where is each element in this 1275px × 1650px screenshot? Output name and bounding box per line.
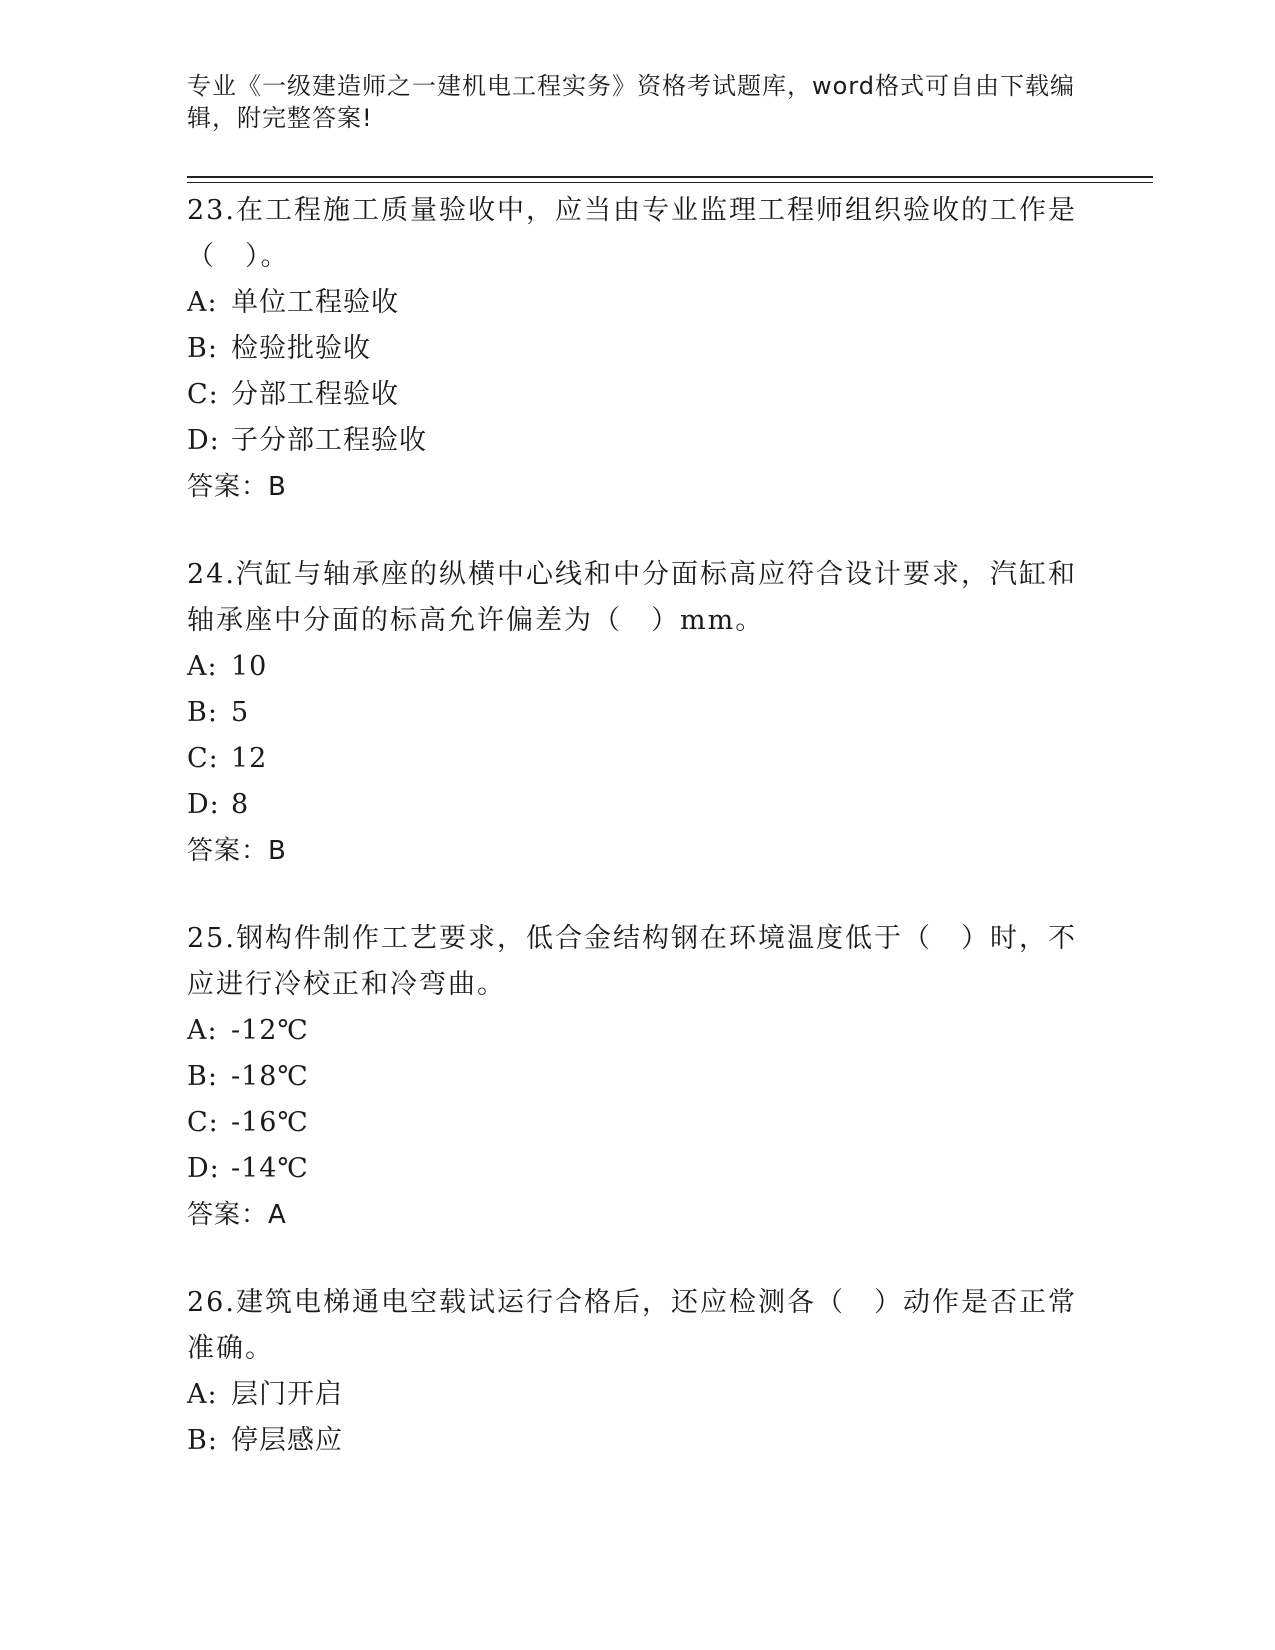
option-letter: B:	[187, 1425, 218, 1456]
option-a	[187, 280, 1077, 326]
question-list	[187, 188, 1077, 1506]
option-d	[187, 1146, 1077, 1192]
option-a	[187, 1372, 1077, 1418]
question-23	[187, 188, 1077, 510]
question-24	[187, 552, 1077, 874]
document-header	[187, 70, 1077, 134]
option-letter: B:	[187, 333, 218, 364]
option-letter: A:	[187, 287, 218, 318]
option-letter: C:	[187, 379, 219, 410]
option-text: 层门开启	[231, 1379, 343, 1410]
option-text: 单位工程验收	[231, 287, 399, 318]
option-c	[187, 736, 1077, 782]
question-text: 26.建筑电梯通电空载试运行合格后，还应检测各（ ）动作是否正常准确。	[187, 1287, 1077, 1364]
option-text: 检验批验收	[231, 333, 371, 364]
option-d	[187, 418, 1077, 464]
option-letter: A:	[187, 651, 218, 682]
question-text: 25.钢构件制作工艺要求，低合金结构钢在环境温度低于（ ）时，不应进行冷校正和冷弯曲。	[187, 923, 1077, 1000]
option-text: 8	[231, 789, 250, 820]
option-letter: C:	[187, 1107, 219, 1138]
question-text: 23.在工程施工质量验收中，应当由专业监理工程师组织验收的工作是（ ）。	[187, 195, 1077, 272]
option-b	[187, 1418, 1077, 1464]
header-line-2: 辑，附完整答案!	[187, 104, 373, 132]
option-letter: C:	[187, 743, 219, 774]
option-letter: A:	[187, 1015, 218, 1046]
header-divider-thick	[187, 176, 1153, 178]
question-25	[187, 916, 1077, 1238]
option-letter: D:	[187, 1153, 220, 1184]
option-text: -16℃	[231, 1107, 309, 1138]
option-text: 5	[231, 697, 250, 728]
header-divider-thin	[187, 182, 1153, 183]
option-text: -14℃	[231, 1153, 309, 1184]
option-a	[187, 1008, 1077, 1054]
option-c	[187, 372, 1077, 418]
answer-line: 答案：B	[187, 472, 287, 502]
option-text: 12	[231, 743, 268, 774]
option-letter: B:	[187, 1061, 218, 1092]
answer-line: 答案：A	[187, 1200, 287, 1230]
option-b	[187, 326, 1077, 372]
option-text: 分部工程验收	[231, 379, 399, 410]
question-26	[187, 1280, 1077, 1464]
option-letter: D:	[187, 789, 220, 820]
option-a	[187, 644, 1077, 690]
option-b	[187, 690, 1077, 736]
option-b	[187, 1054, 1077, 1100]
option-text: -12℃	[231, 1015, 309, 1046]
option-text: 停层感应	[231, 1425, 343, 1456]
option-letter: A:	[187, 1379, 218, 1410]
option-text: 10	[231, 651, 268, 682]
option-text: -18℃	[231, 1061, 309, 1092]
option-text: 子分部工程验收	[231, 425, 427, 456]
question-text: 24.汽缸与轴承座的纵横中心线和中分面标高应符合设计要求，汽缸和轴承座中分面的标高允许偏差为（ ）mm。	[187, 559, 1077, 636]
option-c	[187, 1100, 1077, 1146]
header-line-1: 专业《一级建造师之一建机电工程实务》资格考试题库，word格式可自由下载编	[187, 72, 1075, 100]
option-letter: D:	[187, 425, 220, 456]
option-letter: B:	[187, 697, 218, 728]
answer-line: 答案：B	[187, 836, 287, 866]
option-d	[187, 782, 1077, 828]
